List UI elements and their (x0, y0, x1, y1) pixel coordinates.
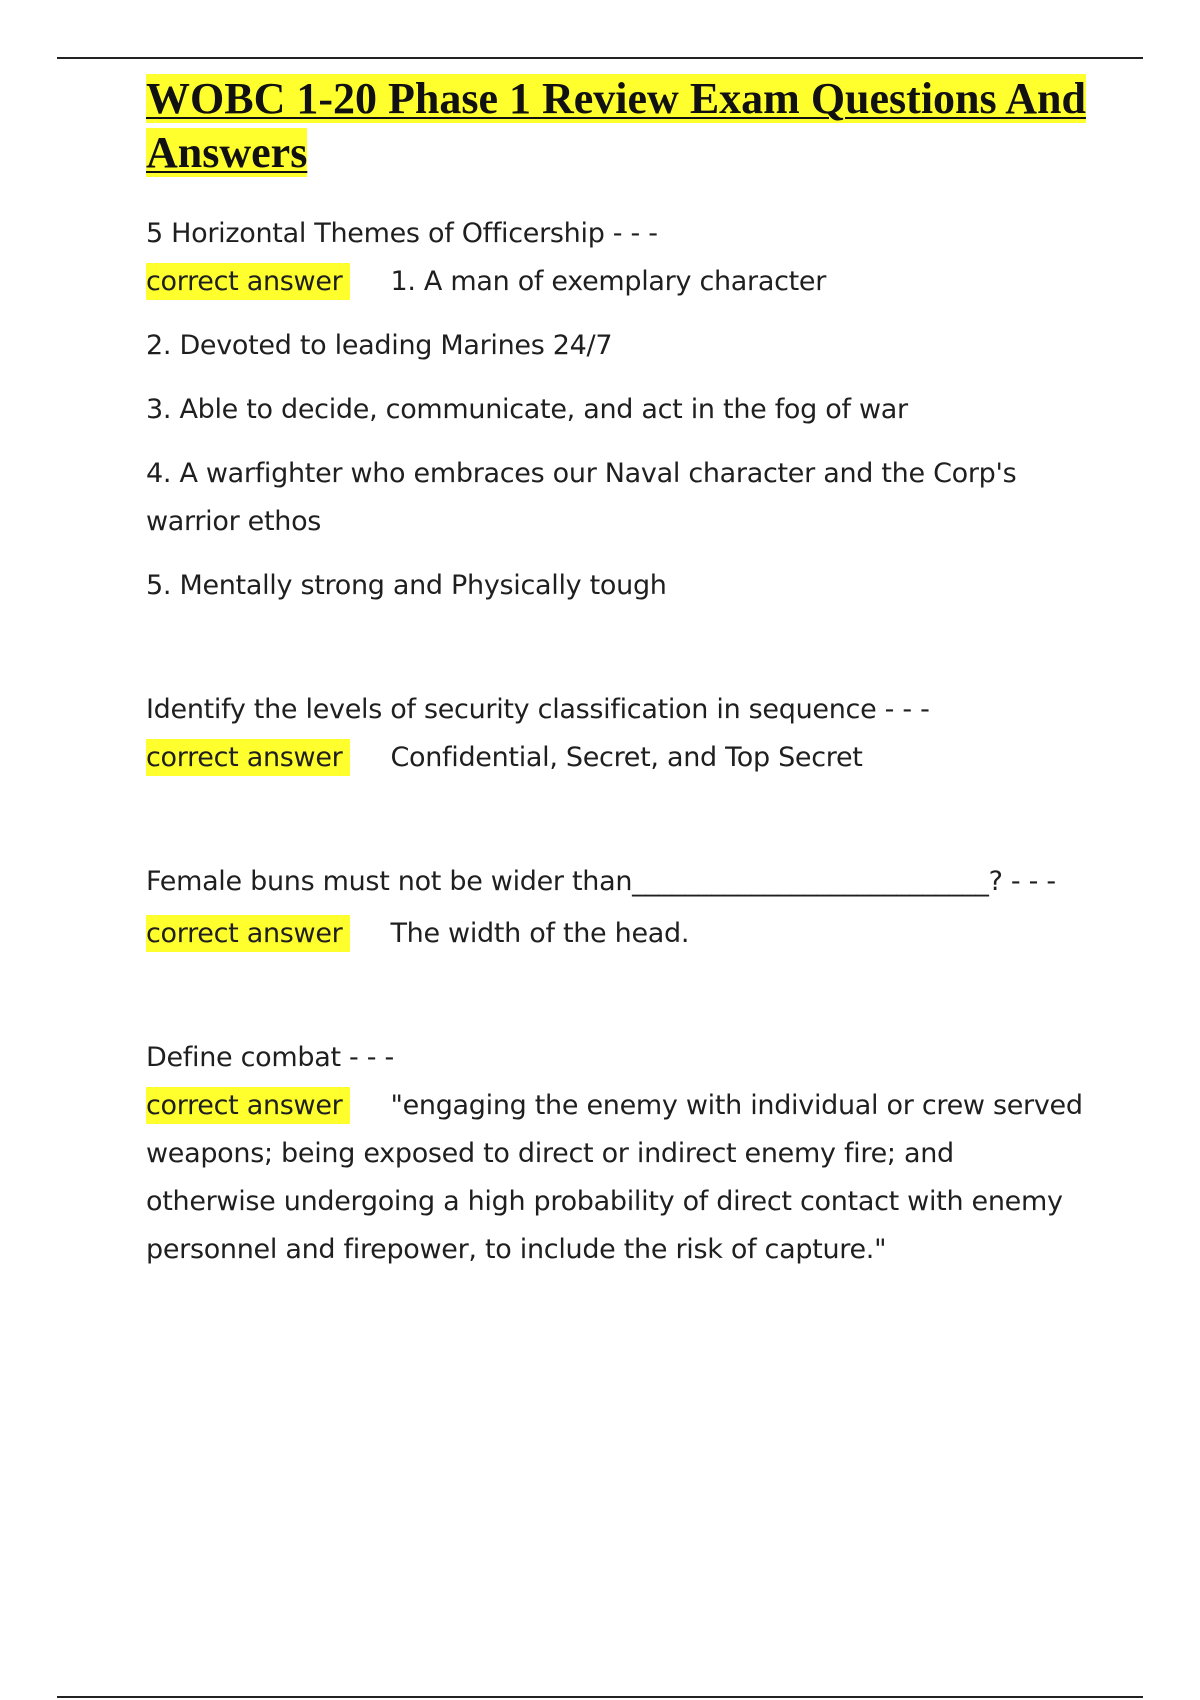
page-bottom-rule (57, 1696, 1143, 1698)
answer-text: "engaging the enemy with individual or crew served weapons; being exposed to direct or indirect enemy fire; and otherwise undergoing a high probability of direct contact with enemy personnel and firepower, to include the risk of capture." (146, 1090, 1083, 1265)
qa-item (146, 1034, 1086, 1274)
answer-text: The width of the head. (390, 918, 690, 949)
question-text: Identify the levels of security classification in sequence - - - (146, 694, 930, 725)
question-text: 5 Horizontal Themes of Officership - - - (146, 218, 658, 249)
answer-list-item: 2. Devoted to leading Marines 24/7 (146, 330, 613, 361)
answer-text: 1. A man of exemplary character (390, 266, 827, 297)
answer-list-item: 5. Mentally strong and Physically tough (146, 570, 667, 601)
answer-list-item: 3. Able to decide, communicate, and act in the fog of war (146, 394, 908, 425)
page-top-rule (57, 57, 1143, 59)
correct-answer-tag: correct answer (146, 263, 350, 300)
answer-text: Confidential, Secret, and Top Secret (390, 742, 863, 773)
question-text: Female buns must not be wider than___________________________? - - - (146, 866, 1056, 897)
question-text: Define combat - - - (146, 1042, 394, 1073)
answer-row (146, 910, 1086, 958)
answer-list-item: 4. A warfighter who embraces our Naval character and the Corp's warrior ethos (146, 458, 1017, 537)
qa-item (146, 686, 1086, 782)
answer-row (146, 258, 1086, 306)
document-title (146, 72, 1086, 180)
qa-item (146, 210, 1086, 610)
document-body (146, 72, 1086, 1274)
document-title-text: WOBC 1-20 Phase 1 Review Exam Questions And Answers (146, 74, 1086, 177)
answer-row (146, 734, 1086, 782)
answer-row (146, 1082, 1086, 1274)
correct-answer-tag: correct answer (146, 739, 350, 776)
qa-item (146, 858, 1086, 958)
correct-answer-tag: correct answer (146, 1087, 350, 1124)
correct-answer-tag: correct answer (146, 915, 350, 952)
